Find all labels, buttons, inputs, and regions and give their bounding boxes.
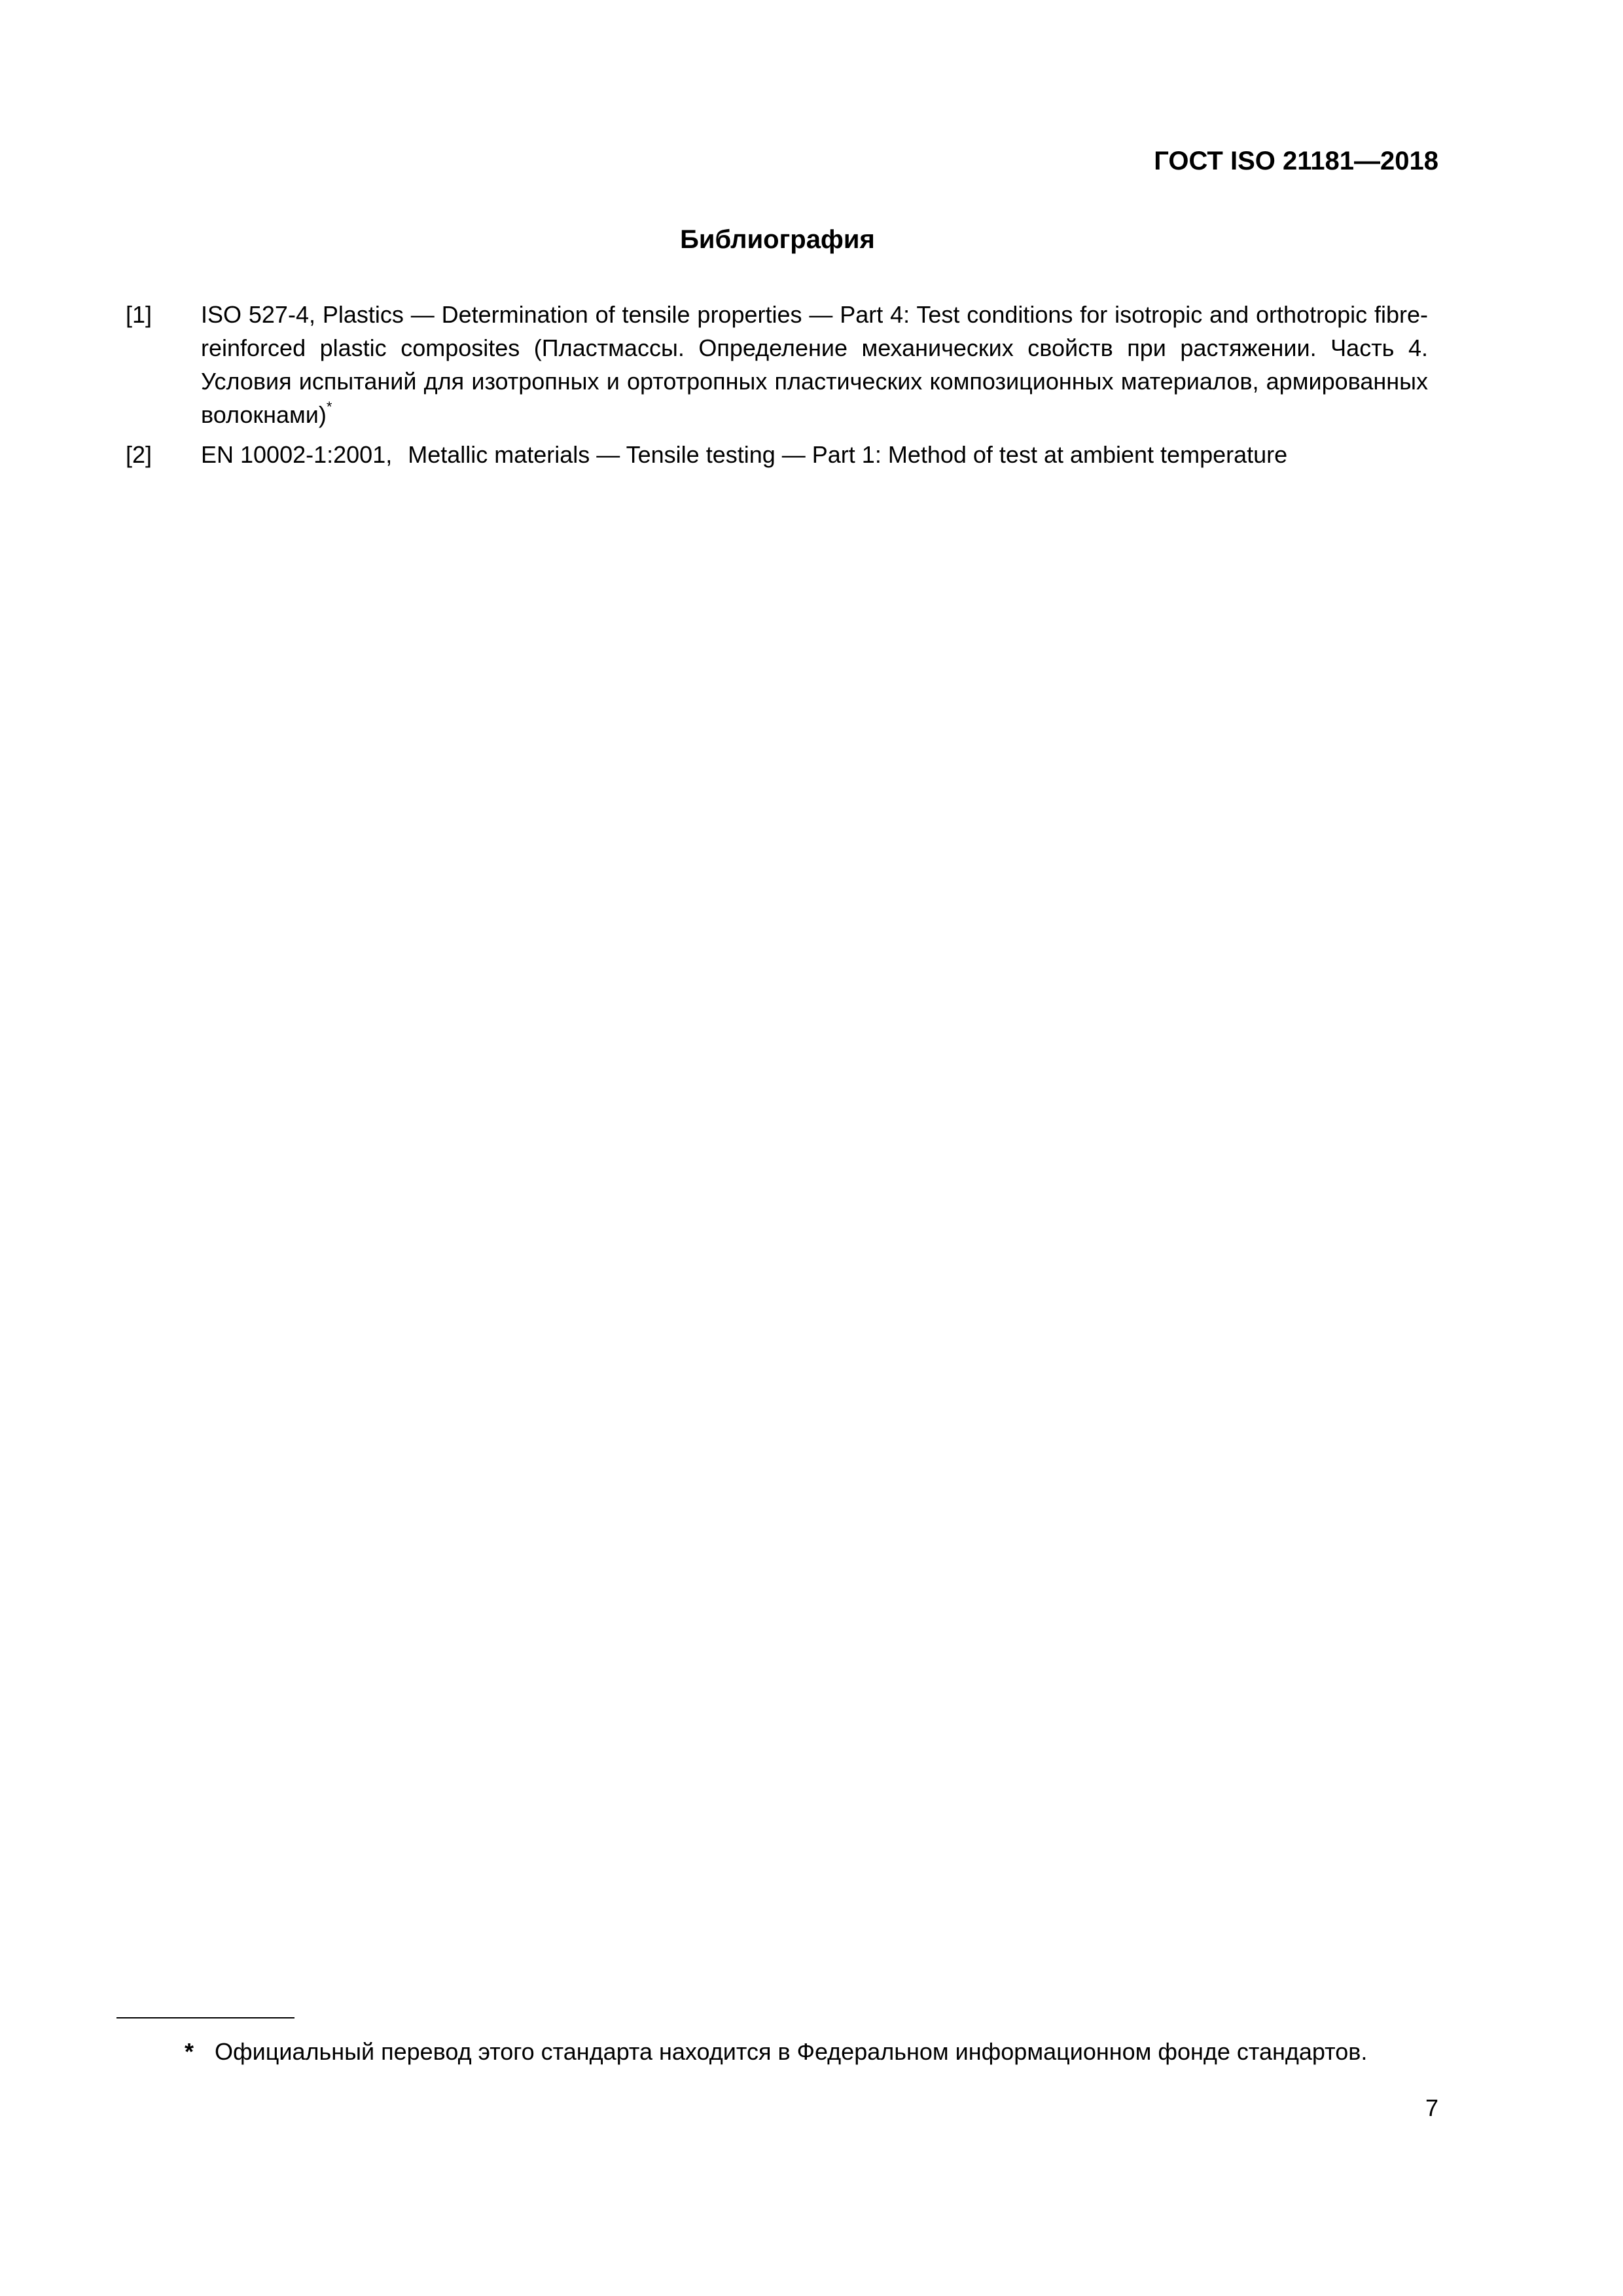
bibliography-heading: Библиография (680, 225, 875, 254)
bibliography-entry-title: Metallic materials — Tensile testing — Part 1: Method of test at ambient temperature (408, 441, 1288, 468)
footnote-separator (116, 2017, 294, 2018)
bibliography-entry-body: ISO 527-4, Plastics — Determination of tensile properties — Part 4: Test conditions for isotropic and orthotropic fibre-reinforced plastic composites (Пластмассы. Определение механических свойств при растяжении. Часть 4. Условия испытаний для изотропных и ортотропных пластических композиционных материалов, армированных волокнами) (201, 301, 1428, 428)
bibliography-entry-code: EN 10002-1:2001, (201, 441, 393, 468)
bibliography-entry-number: [1] (126, 301, 152, 328)
footnote-reference-mark: * (326, 399, 332, 415)
bibliography-entry-text (201, 298, 1428, 431)
page-number: 7 (1425, 2094, 1438, 2121)
document-code-header: ГОСТ ISO 21181—2018 (1154, 147, 1438, 175)
bibliography-entry-text (201, 438, 1428, 471)
bibliography-entry-number: [2] (126, 441, 152, 468)
bibliography-entry-2 (126, 438, 1428, 471)
footnote (185, 2037, 1461, 2067)
bibliography-entry-1 (126, 298, 1428, 431)
bibliography-list (126, 298, 1428, 478)
footnote-mark: * (185, 2038, 194, 2065)
footnote-text: Официальный перевод этого стандарта находится в Федеральном информационном фонде стандартов. (215, 2038, 1368, 2065)
